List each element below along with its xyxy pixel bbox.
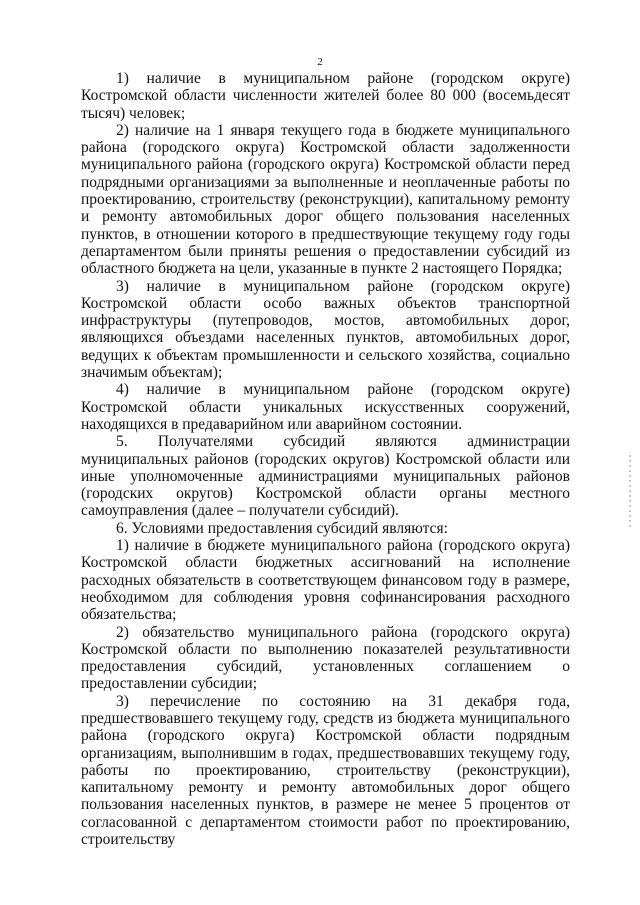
paragraph-condition-3: 3) перечисление по состоянию на 31 декабря года, предшествовавшего текущему году, средств из бюджета муниципального района (городского округа) Костромской области подрядным организациям, выполнившим в годах, предшествовавших текущему году, работы по проектированию, строительству (реконструкции), капитальному ремонту и ремонту автомобильных дорог общего пользования населенных пунктов, в размере не менее 5 процентов от согласованной с департаментом стоимости работ по проектированию, строительству (81, 692, 570, 849)
paragraph-clause-6: 6. Условиями предоставления субсидий являются: (116, 519, 448, 537)
paragraph-criterion-4: 4) наличие в муниципальном районе (городском округе) Костромской области уникальных искусственных сооружений, находящихся в предаварийном или аварийном состоянии. (81, 381, 570, 433)
scan-edge-mark (629, 455, 631, 527)
page-number: 2 (317, 56, 323, 68)
paragraph-condition-2: 2) обязательство муниципального района (городского округа) Костромской области по выполнению показателей результативности предоставления субсидий, установленных соглашением о предоставлении субсидии; (81, 623, 570, 693)
document-body (81, 70, 570, 848)
paragraph-clause-5: 5. Получателями субсидий являются администрации муниципальных районов (городских округов) Костромской области или иные уполномоченные администрациями муниципальных районов (городских округов) Костромской области органы местного самоуправления (далее – получатели субсидий). (81, 433, 570, 520)
paragraph-condition-1: 1) наличие в бюджете муниципального района (городского округа) Костромской области бюджетных ассигнований на исполнение расходных обязательств в соответствующем финансовом году в размере, необходимом для соблюдения уровня софинансирования расходного обязательства; (81, 537, 570, 624)
paragraph-criterion-2: 2) наличие на 1 января текущего года в бюджете муниципального района (городского округа) Костромской области задолженности муниципального района (городского округа) Костромской области перед подрядными организациями за выполненные и неоплаченные работы по проектированию, строительству (реконструкции), капитальному ремонту и ремонту автомобильных дорог общего пользования населенных пунктов, в отношении которого в предшествующие текущему году годы департаментом были приняты решения о предоставлении субсидий из областного бюджета на цели, указанные в пункте 2 настоящего Порядка; (81, 121, 570, 278)
paragraph-criterion-1: 1) наличие в муниципальном районе (городском округе) Костромской области численности жителей более 80 000 (восемьдесят тысяч) человек; (81, 70, 570, 122)
paragraph-criterion-3: 3) наличие в муниципальном районе (городском округе) Костромской области особо важных объектов транспортной инфраструктуры (путепроводов, мостов, автомобильных дорог, являющихся объездами населенных пунктов, автомобильных дорог, ведущих к объектам промышленности и сельского хозяйства, социально значимым объектам); (81, 277, 570, 382)
